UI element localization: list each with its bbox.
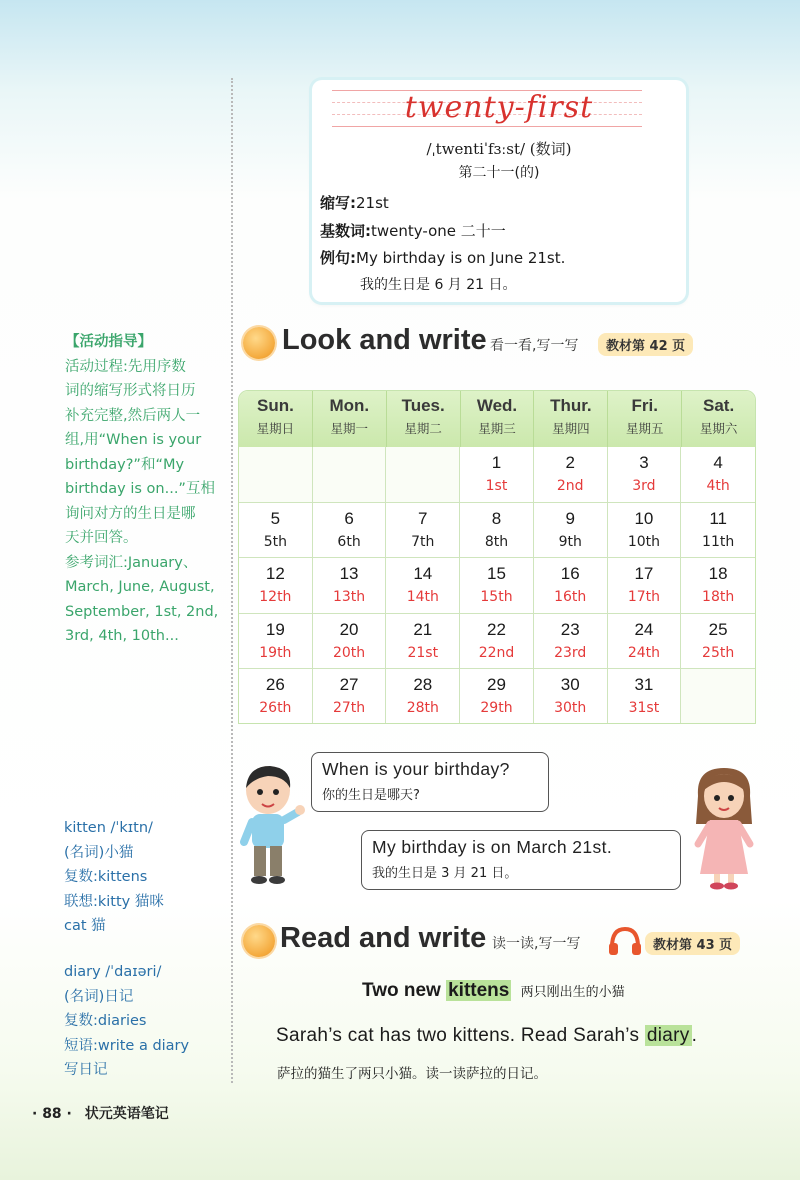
activity-line: 3rd, 4th, 10th... <box>65 628 179 644</box>
card-abbr <box>320 192 389 213</box>
calendar-cell[interactable] <box>313 614 387 670</box>
story-line-highlight: diary <box>646 1025 690 1046</box>
answer-zh: 我的生日是 3 月 21 日。 <box>372 866 518 881</box>
date-ordinal: 12th <box>259 589 292 605</box>
date-number: 3 <box>639 453 649 472</box>
calendar-cell[interactable] <box>386 669 460 724</box>
date-number: 9 <box>565 508 575 528</box>
date-ordinal: 5th <box>263 533 287 550</box>
weekday-zh: 星期六 <box>699 421 738 436</box>
answer-bubble <box>361 830 681 890</box>
section-badge-icon <box>243 327 275 359</box>
date-ordinal: 8th <box>484 533 509 550</box>
date-number: 21 <box>413 619 433 639</box>
card-headword: twenty-first <box>404 90 594 125</box>
section-badge-icon <box>243 925 275 957</box>
cardinal-label: 基数词: <box>320 222 371 240</box>
activity-line: 补充完整,然后两人一 <box>65 407 201 424</box>
calendar-cell[interactable] <box>608 447 682 503</box>
weekday-en: Thur. <box>550 396 592 415</box>
calendar-cell[interactable] <box>313 669 387 724</box>
section1-title: Look and write <box>282 324 487 356</box>
weekday-zh: 星期日 <box>256 421 295 436</box>
date-ordinal: 22nd <box>478 644 515 661</box>
activity-line: birthday?”和“My <box>65 456 185 473</box>
date-ordinal: 11th <box>702 533 735 550</box>
date-number: 18 <box>708 564 728 583</box>
weekday-header <box>682 391 755 447</box>
weekday-en: Sun. <box>257 396 294 415</box>
story-line-post: . <box>691 1025 698 1046</box>
date-ordinal: 26th <box>259 700 292 716</box>
vocab-line: (名词)日记 <box>64 988 134 1005</box>
calendar-cell[interactable] <box>313 558 387 614</box>
example-en: My birthday is on June 21st. <box>356 249 566 267</box>
date-number: 22 <box>487 619 506 639</box>
activity-line: September, 1st, 2nd, <box>65 603 219 620</box>
date-ordinal: 27th <box>332 700 366 716</box>
weekday-en: Wed. <box>476 396 518 415</box>
date-ordinal: 16th <box>554 589 587 605</box>
date-number: 28 <box>413 675 433 694</box>
answer-en: My birthday is on March 21st. <box>372 837 613 857</box>
example-label: 例句: <box>320 249 356 267</box>
page-footer <box>32 1103 169 1123</box>
calendar-cell-empty <box>681 669 755 724</box>
vocab-line: cat 猫 <box>64 918 106 934</box>
date-number: 26 <box>265 675 285 694</box>
date-ordinal: 1st <box>485 478 508 494</box>
section2-subtitle: 读一读,写一写 <box>492 936 581 952</box>
date-ordinal: 18th <box>702 589 735 605</box>
date-number: 11 <box>709 508 727 528</box>
word-card <box>312 80 686 302</box>
date-number: 30 <box>560 675 580 694</box>
calendar-cell[interactable] <box>681 558 755 614</box>
date-ordinal: 9th <box>558 533 582 550</box>
activity-body <box>65 355 227 649</box>
vocab-line: 写日记 <box>64 1062 108 1078</box>
example-zh: 我的生日是 6 月 21 日。 <box>360 277 517 293</box>
calendar-header <box>239 391 755 447</box>
calendar-cell[interactable] <box>460 447 534 503</box>
vocab-line: kitten /ˈkɪtn/ <box>64 820 153 836</box>
weekday-header <box>313 391 387 447</box>
vocab-line: 联想:kitty 猫咪 <box>64 893 164 910</box>
activity-line: 参考词汇:January、 <box>65 554 198 571</box>
date-ordinal: 6th <box>337 533 361 550</box>
activity-line: 词的缩写形式将日历 <box>65 383 196 399</box>
date-number: 14 <box>413 564 433 583</box>
date-ordinal: 28th <box>406 700 439 716</box>
date-number: 1 <box>491 453 502 472</box>
calendar-cell[interactable] <box>386 614 460 670</box>
weekday-en: Fri. <box>631 396 658 415</box>
weekday-header <box>387 391 461 447</box>
date-ordinal: 13th <box>332 589 366 605</box>
date-number: 4 <box>713 453 723 472</box>
calendar-cell[interactable] <box>386 503 460 559</box>
weekday-zh: 星期三 <box>478 421 516 436</box>
date-number: 15 <box>487 564 506 583</box>
calendar-cell[interactable] <box>681 447 755 503</box>
calendar-cell[interactable] <box>608 558 682 614</box>
calendar-cell[interactable] <box>608 669 682 724</box>
activity-line: 组,用“When is your <box>65 432 202 448</box>
vocab-line: 复数:kittens <box>64 869 148 885</box>
activity-title: 【活动指导】 <box>65 334 152 350</box>
vocab-kitten <box>64 816 226 939</box>
weekday-en: Mon. <box>329 396 370 415</box>
section2-page-ref: 教材第 43 页 <box>645 932 740 955</box>
column-divider <box>231 78 233 1083</box>
vocab-line: 复数:diaries <box>64 1013 147 1029</box>
question-bubble <box>311 752 549 812</box>
date-ordinal: 2nd <box>556 478 584 494</box>
date-number: 24 <box>634 619 654 639</box>
calendar-cell-empty <box>313 447 387 503</box>
vocab-diary <box>64 960 226 1083</box>
calendar-cell[interactable] <box>239 558 313 614</box>
date-ordinal: 31st <box>628 700 660 716</box>
book-title: 状元英语笔记 <box>84 1106 169 1122</box>
date-number: 12 <box>265 564 285 583</box>
weekday-zh: 星期四 <box>552 421 590 436</box>
date-ordinal: 4th <box>706 478 730 494</box>
activity-line: birthday is on...”互相 <box>65 481 215 497</box>
date-ordinal: 14th <box>406 589 439 605</box>
story-line-en <box>276 1025 697 1047</box>
story-title-pre: Two new <box>362 980 447 1001</box>
date-number: 13 <box>339 564 359 583</box>
activity-line: 天并回答。 <box>65 530 138 546</box>
vocab-line: diary /ˈdaɪəri/ <box>64 964 162 980</box>
date-ordinal: 15th <box>480 589 513 605</box>
date-ordinal: 3rd <box>632 478 656 494</box>
calendar-cell[interactable] <box>460 558 534 614</box>
weekday-header <box>239 391 313 447</box>
date-ordinal: 25th <box>702 644 735 661</box>
card-example <box>320 247 565 268</box>
date-number: 23 <box>560 619 580 639</box>
story-title <box>362 980 625 1002</box>
story-title-highlight: kittens <box>448 980 510 1001</box>
calendar-cell[interactable] <box>239 669 313 724</box>
question-en: When is your birthday? <box>322 759 510 779</box>
weekday-header <box>461 391 535 447</box>
date-ordinal: 21st <box>407 644 439 661</box>
weekday-zh: 星期二 <box>404 421 442 436</box>
activity-guide <box>65 330 227 649</box>
calendar-grid <box>239 447 755 724</box>
date-number: 16 <box>560 564 580 583</box>
date-number: 25 <box>708 619 728 639</box>
calendar-cell[interactable] <box>460 614 534 670</box>
weekday-header <box>534 391 608 447</box>
calendar-cell[interactable] <box>313 503 387 559</box>
page-number: · 88 · <box>32 1106 72 1122</box>
boy-illustration <box>238 762 310 890</box>
calendar-cell[interactable] <box>386 558 460 614</box>
date-number: 2 <box>565 453 575 472</box>
calendar-cell[interactable] <box>460 503 534 559</box>
date-ordinal: 23rd <box>554 644 587 661</box>
date-ordinal: 7th <box>411 533 435 550</box>
weekday-zh: 星期一 <box>330 421 369 436</box>
weekday-en: Sat. <box>702 396 735 415</box>
date-number: 6 <box>344 508 354 528</box>
girl-illustration <box>690 764 758 892</box>
activity-line: March, June, August, <box>65 579 215 595</box>
vocab-line: 短语:write a diary <box>64 1037 190 1054</box>
date-ordinal: 19th <box>259 644 292 661</box>
date-ordinal: 24th <box>627 644 661 661</box>
vocab-line: (名词)小猫 <box>64 844 134 861</box>
weekday-en: Tues. <box>401 396 445 415</box>
calendar-cell-empty <box>239 447 313 503</box>
card-cardinal <box>320 220 506 241</box>
story-line-pre: Sarah’s cat has two kittens. Read Sarah’s <box>276 1025 645 1046</box>
cardinal-value: twenty-one 二十一 <box>371 222 506 240</box>
date-ordinal: 17th <box>627 589 661 605</box>
weekday-header <box>608 391 682 447</box>
date-ordinal: 30th <box>554 700 587 716</box>
date-number: 5 <box>270 508 281 528</box>
date-number: 10 <box>634 508 654 528</box>
date-number: 7 <box>418 508 428 528</box>
calendar <box>238 390 756 724</box>
calendar-cell[interactable] <box>239 614 313 670</box>
date-number: 31 <box>634 675 654 694</box>
calendar-cell[interactable] <box>534 669 608 724</box>
activity-line: 活动过程:先用序数 <box>65 358 186 375</box>
calendar-cell[interactable] <box>681 614 755 670</box>
date-number: 17 <box>634 564 654 583</box>
date-number: 8 <box>491 508 502 528</box>
date-ordinal: 20th <box>332 644 366 661</box>
calendar-cell[interactable] <box>681 503 755 559</box>
card-phonetic: /ˌtwentiˈfɜːst/ (数词) <box>426 140 572 158</box>
date-number: 19 <box>265 619 285 639</box>
headphones-icon[interactable] <box>607 925 643 957</box>
calendar-cell[interactable] <box>534 503 608 559</box>
calendar-cell[interactable] <box>534 614 608 670</box>
story-line-zh: 萨拉的猫生了两只小猫。读一读萨拉的日记。 <box>277 1066 547 1082</box>
question-zh: 你的生日是哪天? <box>322 788 420 803</box>
calendar-cell[interactable] <box>534 447 608 503</box>
abbr-label: 缩写: <box>320 194 356 212</box>
date-number: 27 <box>339 675 359 694</box>
calendar-cell[interactable] <box>239 503 313 559</box>
date-number: 20 <box>339 619 359 639</box>
section1-page-ref: 教材第 42 页 <box>598 333 693 356</box>
section1-subtitle: 看一看,写一写 <box>490 338 579 354</box>
calendar-cell[interactable] <box>608 503 682 559</box>
card-meaning: 第二十一(的) <box>458 165 540 181</box>
calendar-cell-empty <box>386 447 460 503</box>
date-ordinal: 29th <box>480 700 513 716</box>
calendar-cell[interactable] <box>534 558 608 614</box>
abbr-value: 21st <box>356 194 389 212</box>
weekday-zh: 星期五 <box>625 421 664 436</box>
activity-line: 询问对方的生日是哪 <box>65 505 196 522</box>
calendar-cell[interactable] <box>460 669 534 724</box>
calendar-cell[interactable] <box>608 614 682 670</box>
section2-title: Read and write <box>280 922 487 954</box>
date-ordinal: 10th <box>627 533 661 550</box>
date-number: 29 <box>487 675 506 694</box>
story-title-zh: 两只刚出生的小猫 <box>520 984 625 999</box>
